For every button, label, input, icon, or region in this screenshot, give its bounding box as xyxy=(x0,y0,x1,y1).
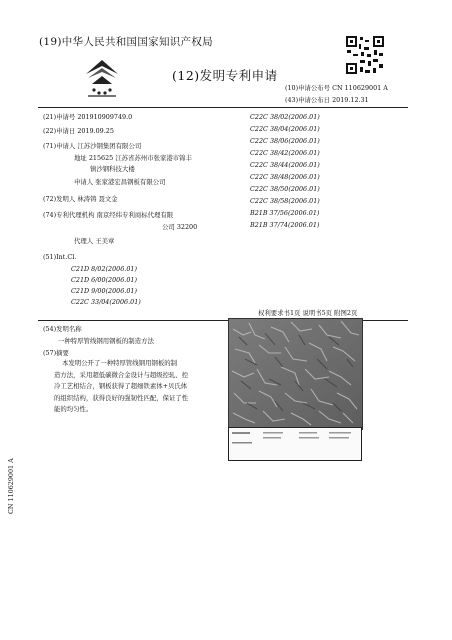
abstract-line: 能的均匀性。 xyxy=(54,405,93,413)
applicant-primary: (71)申请人 江苏沙钢集团有限公司 xyxy=(43,142,142,150)
applicant-secondary: 申请人 张家港宏昌钢板有限公司 xyxy=(74,178,166,186)
intcl-code: B21B 37/56(2006.01) xyxy=(250,209,320,217)
address-line-2: 镇沙钢科技大楼 xyxy=(90,165,135,173)
intcl-code: C22C 38/06(2006.01) xyxy=(250,137,320,145)
intcl-code: C21D 8/02(2006.01) xyxy=(71,265,137,273)
title-label: (54)发明名称 xyxy=(43,325,82,333)
abstract-line: 造方法，采用超低碳微合金设计与超级控轧、控 xyxy=(54,370,189,379)
header-divider xyxy=(38,107,408,108)
document-kind: (12)发明专利申请 xyxy=(172,68,278,83)
abstract-text xyxy=(54,358,188,416)
address-line-1: 地址 215625 江苏省苏州市张家港市锦丰 xyxy=(74,154,192,162)
intcl-code: C21D 6/00(2006.01) xyxy=(71,276,137,284)
agency-line-2: 公司 32200 xyxy=(162,223,198,231)
publication-date: (43)申请公布日 2019.12.31 xyxy=(285,96,369,104)
intcl-code: C22C 38/04(2006.01) xyxy=(250,125,320,133)
intcl-code: C21D 9/00(2006.01) xyxy=(71,287,137,295)
qr-code-icon xyxy=(345,35,385,75)
agency-line-1: (74)专利代理机构 南京经纬专利商标代理有限 xyxy=(43,211,174,219)
page-counts: 权利要求书1页 说明书5页 附图2页 xyxy=(258,309,358,317)
intcl-code: C22C 38/44(2006.01) xyxy=(250,161,320,169)
intcl-code: B21B 37/74(2006.01) xyxy=(250,221,320,229)
abstract-line: 本发明公开了一种特厚管线钢用钢板的制 xyxy=(62,359,178,367)
micrograph-info-bar xyxy=(228,427,362,461)
office-name: (19)中华人民共和国国家知识产权局 xyxy=(39,36,213,48)
application-date: (22)申请日 2019.09.25 xyxy=(43,127,114,135)
abstract-line: 的组织结构，获得良好的强韧性匹配，保证了性 xyxy=(54,393,189,402)
micrograph-info-marks-icon xyxy=(229,428,361,460)
intcl-code: C22C 38/50(2006.01) xyxy=(250,185,320,193)
publication-number: (10)申请公布号 CN 110629001 A xyxy=(285,84,388,92)
intcl-code: C22C 38/42(2006.01) xyxy=(250,149,320,157)
application-number: (21)申请号 201910909749.0 xyxy=(43,113,133,121)
agent: 代理人 王美章 xyxy=(74,237,115,245)
micrograph-image xyxy=(228,318,363,430)
side-publication-number: CN 110629001 A xyxy=(7,458,15,514)
intcl-code: C22C 38/02(2006.01) xyxy=(250,113,320,121)
abstract-line: 冷工艺相结合，钢板获得了超细铁素体+贝氏体 xyxy=(54,382,188,390)
inventors: (72)发明人 林涛铸 聂文金 xyxy=(43,195,118,203)
intcl-title: (51)Int.Cl. xyxy=(43,253,77,261)
cnipa-logo-icon xyxy=(82,54,122,102)
invention-title: 一种特厚管线钢用钢板的制造方法 xyxy=(58,337,154,345)
abstract-label: (57)摘要 xyxy=(43,349,69,357)
intcl-code: C22C 33/04(2006.01) xyxy=(71,298,141,306)
intcl-code: C22C 38/48(2006.01) xyxy=(250,173,320,181)
intcl-code: C22C 38/58(2006.01) xyxy=(250,197,320,205)
